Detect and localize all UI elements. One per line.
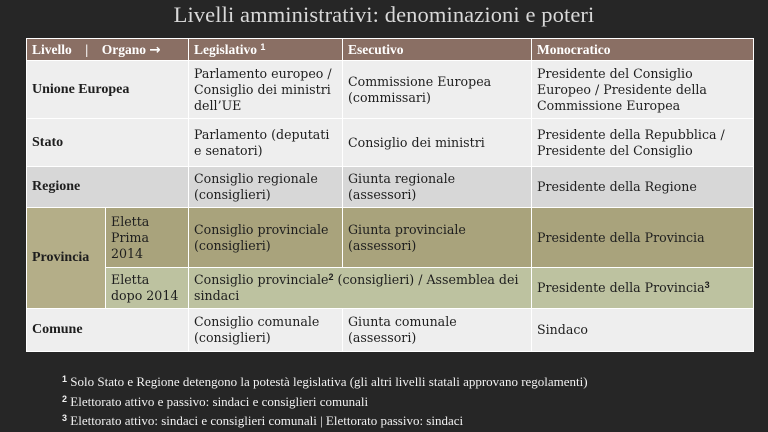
- footnote-3: $^3$ Elettorato attivo: sindaci e consiglieri comunali | Elettorato passivo: sindaci: [62, 413, 464, 428]
- slide-title: Livelli amministrativi: denominazioni e poteri: [173, 2, 595, 27]
- footnote-2: $^2$ Elettorato attivo e passivo: sindaci e consiglieri comunali: [62, 393, 369, 409]
- footnote-1: $^1$ Solo Stato e Regione detengono la potestà legislativa (gli altri livelli statali approvano regolamenti): [62, 374, 588, 389]
- cell-provincia-prima-legislativo: Consiglio provinciale (consiglieri): [189, 208, 343, 268]
- table-row-comune: [27, 309, 754, 352]
- powers-table: [26, 38, 754, 352]
- cell-regione-legislativo: Consiglio regionale (consiglieri): [189, 167, 343, 208]
- arrow-right-icon: →: [149, 41, 161, 58]
- cell-stato-legislativo: Parlamento (deputati e senatori): [189, 119, 343, 167]
- table-row-provincia-dopo: [27, 268, 754, 309]
- table-row-provincia-prima: [27, 208, 754, 268]
- cell-regione-monocratico: Presidente della Regione: [532, 167, 754, 208]
- cell-comune-legislativo: Consiglio comunale (consiglieri): [189, 309, 343, 352]
- table-row-stato: [27, 119, 754, 167]
- header-esecutivo: Esecutivo: [343, 39, 532, 61]
- cell-ue-legislativo: Parlamento europeo / Consiglio dei ministri dell’UE: [189, 61, 343, 119]
- cell-comune-monocratico: Sindaco: [532, 309, 754, 352]
- table-row-ue: [27, 61, 754, 119]
- footnote-ref-3: 3: [704, 280, 710, 290]
- cell-comune-esecutivo: Giunta comunale (assessori): [343, 309, 532, 352]
- cell-provincia-dopo-period: Eletta dopo 2014: [106, 268, 189, 309]
- table-header-row: [27, 39, 754, 61]
- footnotes: [62, 372, 762, 431]
- level-regione: Regione: [27, 167, 189, 208]
- cell-provincia-prima-esecutivo: Giunta provinciale (assessori): [343, 208, 532, 268]
- cell-stato-esecutivo: Consiglio dei ministri: [343, 119, 532, 167]
- footnote-ref-1: 1: [260, 41, 266, 52]
- table-row-regione: [27, 167, 754, 208]
- level-provincia: Provincia: [27, 208, 106, 309]
- cell-stato-monocratico: Presidente della Repubblica / Presidente del Consiglio: [532, 119, 754, 167]
- header-livello-organo: [27, 39, 189, 61]
- header-monocratico: Monocratico: [532, 39, 754, 61]
- cell-regione-esecutivo: Giunta regionale (assessori): [343, 167, 532, 208]
- header-organo: Organo: [101, 41, 146, 57]
- level-comune: Comune: [27, 309, 189, 352]
- cell-provincia-prima-period: Eletta Prima 2014: [106, 208, 189, 268]
- cell-provincia-dopo-legislativo: Consiglio provinciale$^2$ (consiglieri) / Assemblea dei sindaci: [189, 268, 532, 309]
- cell-provincia-prima-monocratico: Presidente della Provincia: [532, 208, 754, 268]
- header-legislativo: Legislativo $^1$: [189, 39, 343, 61]
- header-livello: Livello: [32, 41, 72, 57]
- level-stato: Stato: [27, 119, 189, 167]
- header-separator: |: [85, 41, 89, 57]
- cell-ue-monocratico: Presidente del Consiglio Europeo / Presidente della Commissione Europea: [532, 61, 754, 119]
- level-ue: Unione Europea: [27, 61, 189, 119]
- cell-ue-esecutivo: Commissione Europea (commissari): [343, 61, 532, 119]
- footnote-ref-2: 2: [328, 272, 334, 282]
- cell-provincia-dopo-monocratico: Presidente della Provincia$^3$: [532, 268, 754, 309]
